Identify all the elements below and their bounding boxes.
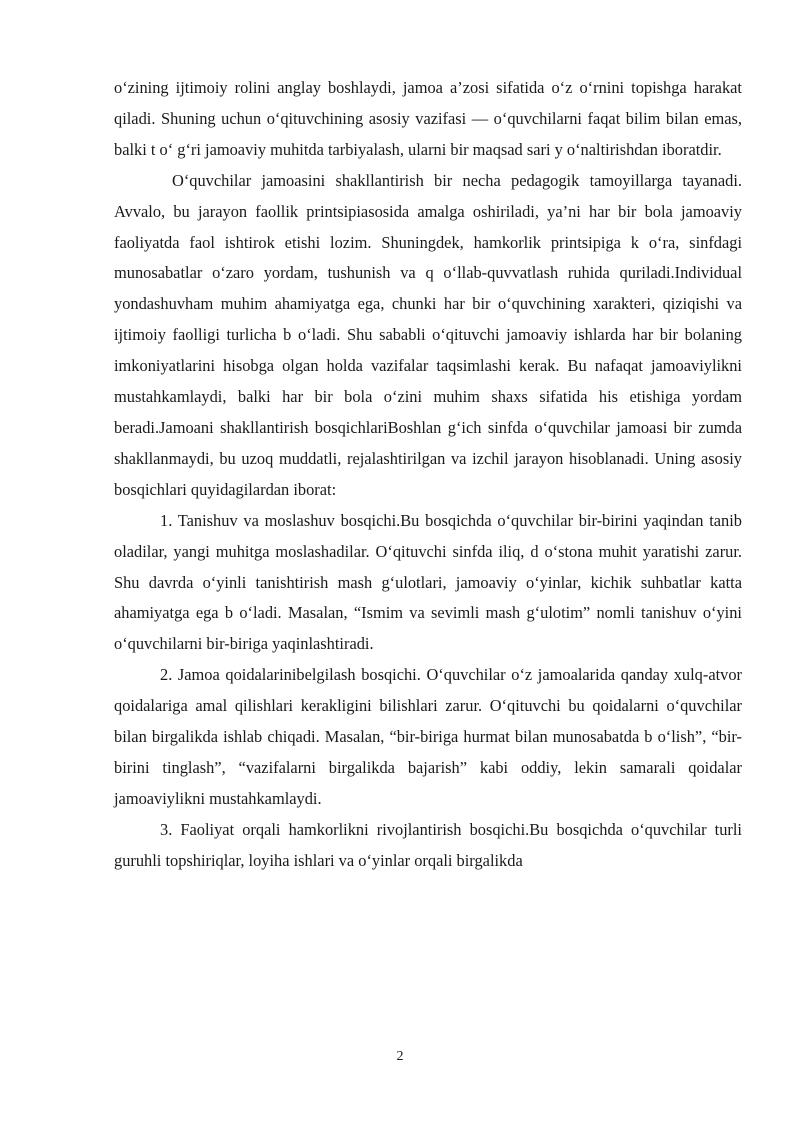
page-body bbox=[114, 73, 742, 877]
list-item-stage-2: 2. Jamoa qoidalarinibelgilash bosqichi. O‘quvchilar o‘z jamoalarida qanday xulq-atvor qoidalariga amal qilishlari kerakligini bilishlari zarur. O‘qituvchi bu qoidalarni o‘quvchilar bilan birgalikda ishlab chiqadi. Masalan, “bir-biriga hurmat bilan munosabatda b o‘lish”, “bir-birini tinglash”, “vazifalarni birgalikda bajarish” kabi oddiy, lekin samarali qoidalar jamoaviylikni mustahkamlaydi. bbox=[114, 665, 742, 808]
paragraph-continuation: o‘zining ijtimoiy rolini anglay boshlaydi, jamoa a’zosi sifatida o‘z o‘rnini topishga harakat qiladi. Shuning uchun o‘qituvchining asosiy vazifasi — o‘quvchilarni faqat bilim bilan emas, balki t o‘ g‘ri jamoaviy muhitda tarbiyalash, ularni bir maqsad sari y o‘naltirishdan iboratdir. bbox=[114, 78, 742, 159]
paragraph-principles: O‘quvchilar jamoasini shakllantirish bir necha pedagogik tamoyillarga tayanadi. Avvalo, bu jarayon faollik printsipiasosida amalga oshiriladi, ya’ni har bir bola jamoaviy faoliyatda faol ishtirok etishi lozim. Shuningdek, hamkorlik printsipiga k o‘ra, sinfdagi munosabatlar o‘zaro yordam, tushunish va q o‘llab-quvvatlash ruhida quriladi.Individual yondashuvham muhim ahamiyatga ega, chunki har bir o‘quvchining xarakteri, qiziqishi va ijtimoiy faolligi turlicha b o‘ladi. Shu sababli o‘qituvchi jamoaviy ishlarda har bir bolaning imkoniyatlarini hisobga olgan holda vazifalar taqsimlashi kerak. Bu nafaqat jamoaviylikni mustahkamlaydi, balki har bir bola o‘zini muhim shaxs sifatida his etishiga yordam beradi.Jamoani shakllantirish bosqichlariBoshlan g‘ich sinfda o‘quvchilar jamoasi bir zumda shakllanmaydi, bu uzoq muddatli, rejalashtirilgan va izchil jarayon hisoblanadi. Uning asosiy bosqichlari quyidagilardan iborat: bbox=[114, 170, 742, 499]
list-item-stage-1: 1. Tanishuv va moslashuv bosqichi.Bu bosqichda o‘quvchilar bir-birini yaqindan tanib oladilar, yangi muhitga moslashadilar. O‘qituvchi sinfda iliq, d o‘stona muhit yaratishi zarur. Shu davrda o‘yinli tanishtirish mash g‘ulotlari, jamoaviy o‘yinlar, kichik suhbatlar katta ahamiyatga ega b o‘ladi. Masalan, “Ismim va sevimli mash g‘ulotim” nomli tanishuv o‘yini o‘quvchilarni bir-biriga yaqinlashtiradi. bbox=[114, 510, 742, 654]
page-number: 2 bbox=[396, 1049, 404, 1064]
list-item-stage-3: 3. Faoliyat orqali hamkorlikni rivojlantirish bosqichi.Bu bosqichda o‘quvchilar turli guruhli topshiriqlar, loyiha ishlari va o‘yinlar orqali birgalikda bbox=[114, 819, 742, 870]
